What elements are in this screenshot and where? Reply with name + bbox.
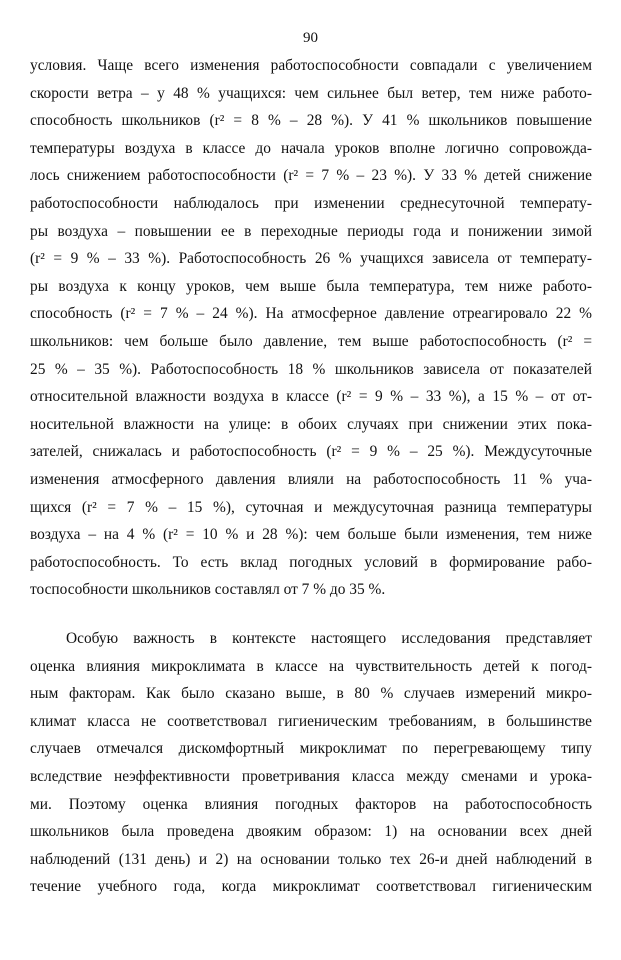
- text-line: ми. Поэтому оценка влияния погодных факторов на работоспособность: [30, 795, 592, 813]
- text-line: случаев отмечался дискомфортный микроклимат по перегревающему типу: [30, 740, 592, 758]
- paragraph-microclimate-assessment: [30, 625, 592, 901]
- text-line: школьников была проведена двояким образом: 1) на основании всех дней: [30, 823, 592, 841]
- text-line: способность (r² = 7 % – 24 %). На атмосферное давление отреагировало 22 %: [30, 305, 592, 323]
- text-line: 25 % – 35 %). Работоспособность 18 % школьников зависела от показателей: [30, 360, 592, 378]
- text-line: воздуха – на 4 % (r² = 10 % и 28 %): чем больше были изменения, тем ниже: [30, 526, 592, 544]
- text-line: оценка влияния микроклимата в классе на чувствительность детей к погод-: [30, 657, 592, 675]
- text-line: Особую важность в контексте настоящего исследования представляет: [66, 630, 592, 647]
- text-line: тоспособности школьников составлял от 7 % до 35 %.: [30, 581, 386, 599]
- text-line: способность школьников (r² = 8 % – 28 %). У 41 % школьников повышение: [30, 112, 592, 130]
- text-line: работоспособность. То есть вклад погодных условий в формирование рабо-: [30, 553, 592, 571]
- text-line: условия. Чаще всего изменения работоспособности совпадали с увеличением: [30, 57, 592, 74]
- text-line: лось снижением работоспособности (r² = 7 % – 23 %). У 33 % детей снижение: [30, 167, 592, 185]
- text-line: зателей, снижалась и работоспособность (r² = 9 % – 25 %). Междусуточные: [30, 443, 592, 461]
- text-line: температуры воздуха в классе до начала уроков вполне логично сопровожда-: [30, 139, 592, 157]
- text-line: ры воздуха – повышении ее в переходные периоды года и понижении зимой: [30, 222, 592, 240]
- text-line: ры воздуха к концу уроков, чем выше была температура, тем ниже работо-: [30, 277, 592, 295]
- text-line: изменения атмосферного давления влияли на работоспособность 11 % уча-: [30, 470, 592, 488]
- text-line: климат класса не соответствовал гигиеническим требованиям, в большинстве: [30, 712, 592, 730]
- text-line: щихся (r² = 7 % – 15 %), суточная и междусуточная разница температуры: [30, 498, 592, 516]
- text-line: течение учебного года, когда микроклимат соответствовал гигиеническим: [30, 878, 592, 896]
- text-line: вследствие неэффективности проветривания класса между сменами и урока-: [30, 767, 592, 785]
- text-line: скорости ветра – у 48 % учащихся: чем сильнее был ветер, тем ниже работо-: [30, 84, 592, 102]
- text-line: относительной влажности воздуха в классе (r² = 9 % – 33 %), а 15 % – от от-: [30, 388, 592, 406]
- text-line: носительной влажности на улице: в обоих случаях при снижении этих пока-: [30, 415, 592, 433]
- text-line: ным факторам. Как было сказано выше, в 80 % случаев измерений микро-: [30, 685, 592, 703]
- paragraph-weather-influence: [30, 52, 592, 604]
- text-line: (r² = 9 % – 33 %). Работоспособность 26 % учащихся зависела от температу-: [30, 250, 592, 268]
- text-line: работоспособности наблюдалось при изменении среднесуточной температу-: [30, 194, 592, 212]
- page-number: 90: [303, 30, 318, 46]
- text-line: наблюдений (131 день) и 2) на основании только тех 26-и дней наблюдений в: [30, 850, 592, 868]
- text-line: школьников: чем больше было давление, тем выше работоспособность (r² =: [30, 332, 592, 350]
